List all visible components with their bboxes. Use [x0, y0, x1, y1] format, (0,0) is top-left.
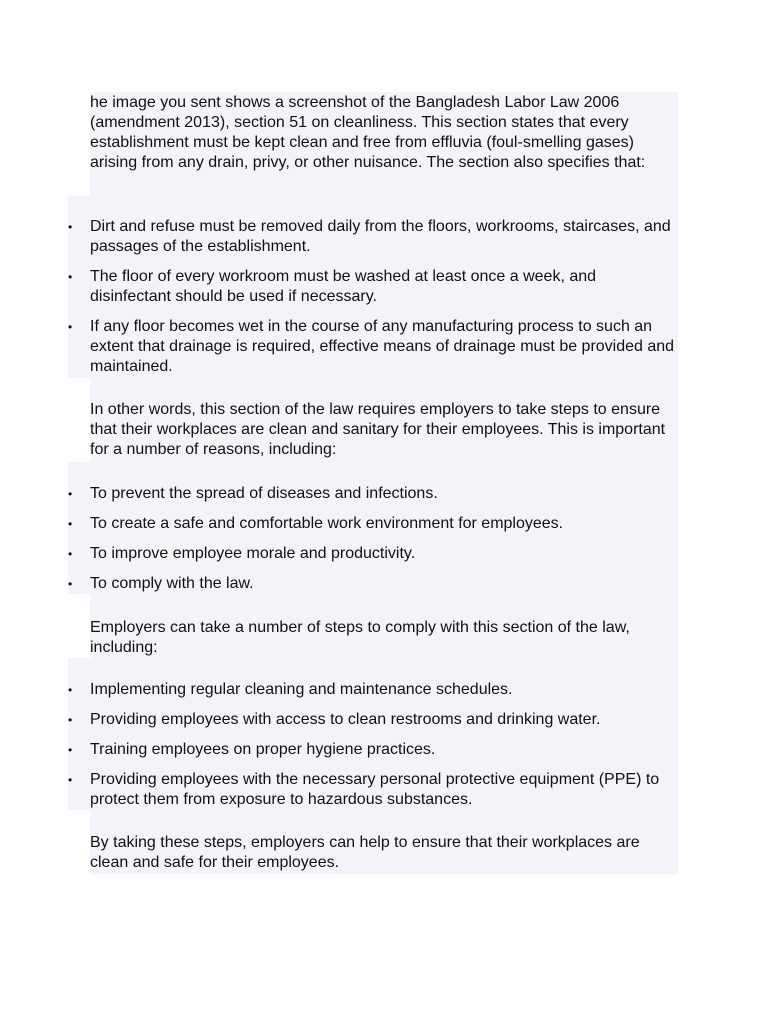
bullet-icon: •	[68, 220, 73, 234]
bullet-icon: •	[68, 547, 73, 561]
list-item-text: To improve employee morale and productivity.	[90, 545, 416, 562]
list-item-text: If any floor becomes wet in the course of any manufacturing process to such an extent that drainage is required, effective means of drainage must be provided and maintained.	[90, 318, 675, 375]
list-item	[68, 514, 680, 534]
cleanliness-requirements-list	[68, 217, 680, 387]
bullet-icon: •	[68, 743, 73, 757]
bullet-icon: •	[68, 320, 73, 334]
list-item	[68, 740, 680, 760]
list-item	[68, 710, 680, 730]
list-item	[68, 484, 680, 504]
bullet-icon: •	[68, 577, 73, 591]
closing-paragraph: By taking these steps, employers can help to ensure that their workplaces are clean and safe for their employees.	[90, 834, 640, 871]
list-item-text: Providing employees with access to clean restrooms and drinking water.	[90, 711, 601, 728]
bullet-icon: •	[68, 517, 73, 531]
list-item	[68, 317, 680, 377]
list-item-text: To prevent the spread of diseases and infections.	[90, 485, 438, 502]
bullet-icon: •	[68, 713, 73, 727]
list-item-text: To create a safe and comfortable work environment for employees.	[90, 515, 564, 532]
bullet-icon: •	[68, 683, 73, 697]
list-item-text: Training employees on proper hygiene practices.	[90, 741, 436, 758]
list-item-text: The floor of every workroom must be washed at least once a week, and disinfectant should be used if necessary.	[90, 268, 597, 305]
reasons-list	[68, 484, 680, 604]
list-item-text: Dirt and refuse must be removed daily from the floors, workrooms, staircases, and passages of the establishment.	[90, 218, 671, 255]
intro-paragraph: he image you sent shows a screenshot of the Bangladesh Labor Law 2006 (amendment 2013), section 51 on cleanliness. This section states that every establishment must be kept clean and free from effluvia (foul-smelling gases) arising from any drain, privy, or other nuisance. The section also specifies that:	[90, 94, 646, 171]
list-item	[68, 770, 680, 810]
list-item	[68, 574, 680, 594]
steps-list	[68, 680, 680, 820]
steps-intro-paragraph: Employers can take a number of steps to comply with this section of the law, including:	[90, 619, 630, 656]
list-item	[68, 680, 680, 700]
list-item-text: Providing employees with the necessary personal protective equipment (PPE) to protect them from exposure to hazardous substances.	[90, 771, 660, 808]
bullet-icon: •	[68, 487, 73, 501]
list-item-text: Implementing regular cleaning and maintenance schedules.	[90, 681, 513, 698]
list-item	[68, 267, 680, 307]
summary-paragraph: In other words, this section of the law requires employers to take steps to ensure that their workplaces are clean and sanitary for their employees. This is important for a number of reasons, including:	[90, 401, 666, 458]
list-item-text: To comply with the law.	[90, 575, 254, 592]
bullet-icon: •	[68, 270, 73, 284]
bullet-icon: •	[68, 773, 73, 787]
list-item	[68, 544, 680, 564]
list-item	[68, 217, 680, 257]
